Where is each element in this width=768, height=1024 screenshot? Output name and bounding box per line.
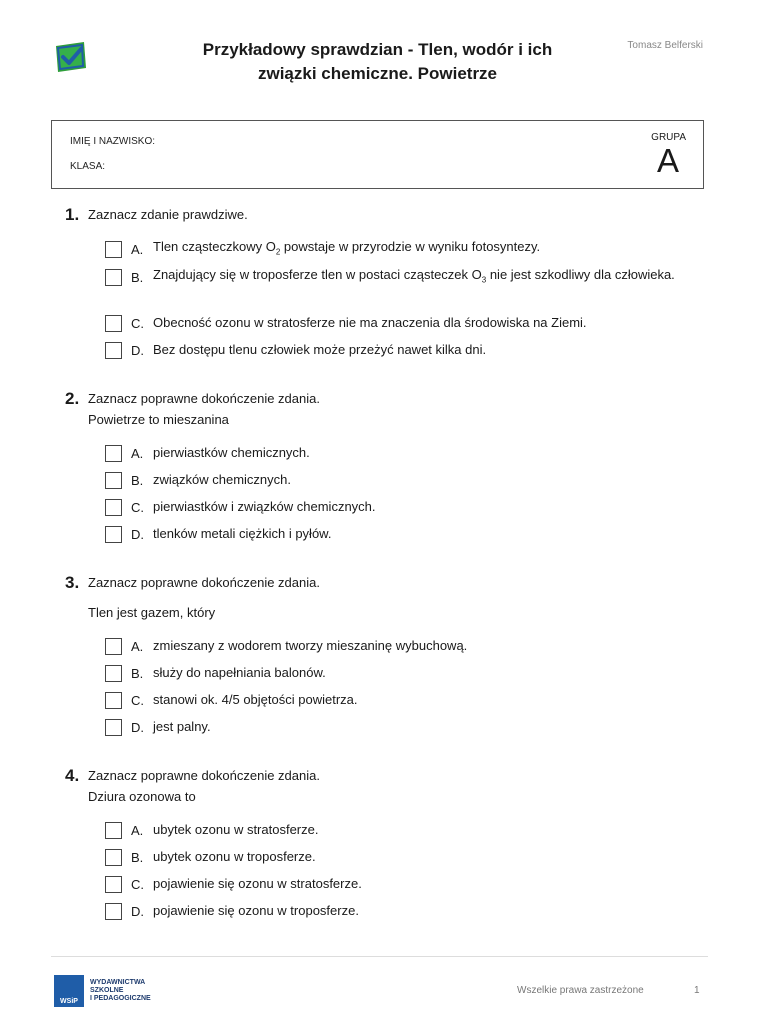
answer-option	[105, 443, 708, 463]
option-letter: D.	[131, 903, 144, 919]
option-text: związków chemicznych.	[153, 472, 291, 487]
wsip-logo-icon: WSiP	[54, 975, 84, 1007]
answer-checkbox[interactable]	[105, 241, 122, 258]
option-text: Bez dostępu tlenu człowiek może przeżyć nawet kilka dni.	[153, 342, 487, 357]
question-text: Zaznacz poprawne dokończenie zdania.	[88, 391, 320, 406]
option-letter: C.	[131, 499, 144, 515]
page-title: Przykładowy sprawdzian - Tlen, wodór i ich związki chemiczne. Powietrze	[202, 40, 553, 83]
answer-checkbox[interactable]	[105, 472, 122, 489]
answer-option	[105, 820, 708, 840]
answer-checkbox[interactable]	[105, 315, 122, 332]
question-subtext: Powietrze to mieszanina	[88, 412, 229, 427]
student-info-box	[51, 120, 704, 189]
answer-checkbox[interactable]	[105, 719, 122, 736]
option-text: tlenków metali ciężkich i pyłów.	[153, 526, 332, 541]
question-number: 1.	[65, 205, 80, 224]
question-text: Zaznacz poprawne dokończenie zdania.	[88, 768, 320, 783]
question-text: Zaznacz poprawne dokończenie zdania.	[88, 575, 320, 590]
option-letter: A.	[131, 638, 144, 654]
question-subtext: Dziura ozonowa to	[88, 789, 196, 804]
option-letter: B.	[131, 270, 144, 286]
option-letter: A.	[131, 445, 144, 461]
option-letter: D.	[131, 719, 144, 735]
answer-option	[105, 874, 708, 894]
option-letter: A.	[131, 822, 144, 838]
answer-option	[105, 847, 708, 867]
answer-checkbox[interactable]	[105, 876, 122, 893]
option-text: stanowi ok. 4/5 objętości powietrza.	[153, 692, 358, 707]
question-number: 3.	[65, 573, 80, 592]
answer-checkbox[interactable]	[105, 269, 122, 286]
author-name: Tomasz Belferski	[627, 40, 703, 51]
answer-checkbox[interactable]	[105, 526, 122, 543]
answer-option	[105, 717, 708, 737]
answer-option	[105, 663, 708, 683]
option-text: Obecność ozonu w stratosferze nie ma znaczenia dla środowiska na Ziemi.	[153, 315, 587, 330]
answer-option	[105, 237, 708, 263]
answer-checkbox[interactable]	[105, 445, 122, 462]
option-letter: B.	[131, 665, 144, 681]
option-letter: A.	[131, 242, 144, 258]
option-letter: D.	[131, 342, 144, 358]
page-number: 1	[694, 985, 700, 996]
answer-checkbox[interactable]	[105, 499, 122, 516]
answer-option	[105, 265, 708, 291]
question-subtext: Tlen jest gazem, który	[88, 605, 216, 620]
option-letter: B.	[131, 849, 144, 865]
answer-checkbox[interactable]	[105, 903, 122, 920]
group-value: A	[656, 142, 679, 179]
answer-option	[105, 340, 708, 360]
answer-option	[105, 690, 708, 710]
answer-option	[105, 470, 708, 490]
option-text: ubytek ozonu w stratosferze.	[153, 822, 319, 837]
answer-checkbox[interactable]	[105, 665, 122, 682]
option-text: służy do napełniania balonów.	[153, 665, 326, 680]
footer-divider	[51, 956, 708, 957]
answer-checkbox[interactable]	[105, 342, 122, 359]
option-text: Tlen cząsteczkowy $O_2$ powstaje w przyrodzie w wyniku fotosyntezy.	[153, 239, 541, 257]
option-text: ubytek ozonu w troposferze.	[153, 849, 316, 864]
answer-option	[105, 524, 708, 544]
question-number: 2.	[65, 389, 80, 408]
option-text: pierwiastków chemicznych.	[153, 445, 310, 460]
option-letter: D.	[131, 526, 144, 542]
answer-option	[105, 497, 708, 517]
answer-checkbox[interactable]	[105, 692, 122, 709]
question-number: 4.	[65, 766, 80, 785]
option-text: pojawienie się ozonu w stratosferze.	[153, 876, 362, 891]
option-letter: C.	[131, 315, 144, 331]
class-label: KLASA:	[70, 161, 106, 172]
group-label: GRUPA	[651, 132, 686, 143]
option-letter: C.	[131, 876, 144, 892]
question-text: Zaznacz zdanie prawdziwe.	[88, 207, 248, 222]
option-text: zmieszany z wodorem tworzy mieszaninę wybuchową.	[153, 638, 468, 653]
option-letter: B.	[131, 472, 144, 488]
name-label: IMIĘ I NAZWISKO:	[70, 136, 156, 147]
option-text: Znajdujący się w troposferze tlen w postaci cząsteczek $O_3$ nie jest szkodliwy dla człowieka.	[153, 267, 675, 285]
answer-checkbox[interactable]	[105, 822, 122, 839]
answer-option	[105, 313, 708, 333]
answer-option	[105, 636, 708, 656]
publisher-logo	[54, 975, 151, 1007]
checkmark-logo-icon	[54, 40, 88, 74]
option-text: pojawienie się ozonu w troposferze.	[153, 903, 359, 918]
option-letter: C.	[131, 692, 144, 708]
publisher-name: WYDAWNICTWA SZKOLNE I PEDAGOGICZNE	[90, 979, 151, 1002]
answer-checkbox[interactable]	[105, 638, 122, 655]
option-text: pierwiastków i związków chemicznych.	[153, 499, 376, 514]
option-text: jest palny.	[153, 719, 211, 734]
answer-option	[105, 901, 708, 921]
answer-checkbox[interactable]	[105, 849, 122, 866]
copyright-notice: Wszelkie prawa zastrzeżone	[517, 985, 644, 996]
